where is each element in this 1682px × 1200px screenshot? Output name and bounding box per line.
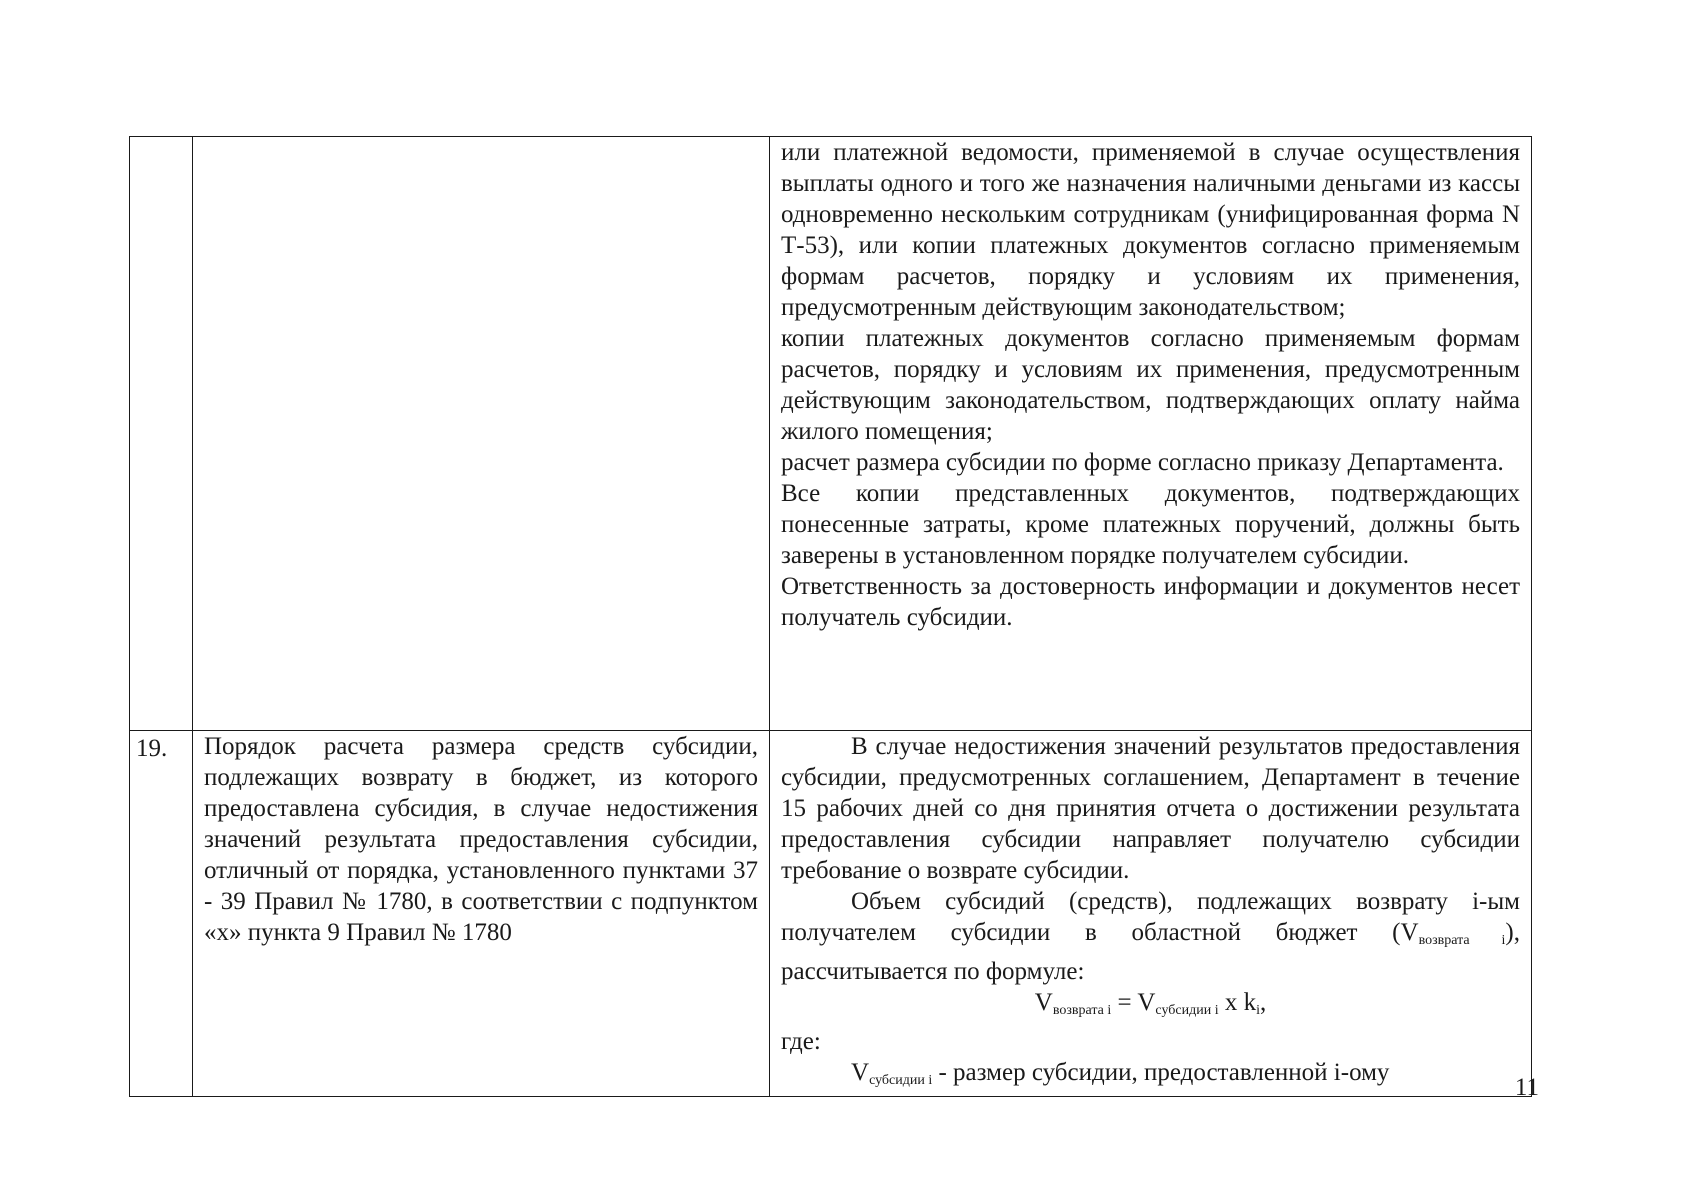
paragraph: копии платежных документов согласно применяемым формам расчетов, порядку и условиям их применения, предусмотренным действующим законодательством, подтверждающих оплату найма жилого помещения; (781, 325, 1520, 445)
row-label-cell (193, 137, 770, 731)
page-number: 11 (1514, 1074, 1539, 1101)
paragraph-text: Объем субсидий (средств), подлежащих возврату i-ым получателем субсидии в областной бюджет (V (781, 888, 1520, 946)
row-content-cell (770, 137, 1532, 731)
regulation-table (129, 136, 1532, 1097)
table-row (130, 137, 1532, 731)
row-number-cell (130, 137, 193, 731)
subscript: возврата i (1418, 933, 1506, 948)
paragraph-text: ), рассчитывается по формуле: (781, 919, 1520, 985)
paragraph: или платежной ведомости, применяемой в случае осуществления выплаты одного и того же назначения наличными деньгами из кассы одновременно нескольким сотрудникам (унифицированная форма N Т-53), или копии платежных документов согласно применяемым формам расчетов, порядку и условиям их применения, предусмотренным действующим законодательством; (781, 139, 1520, 321)
paragraph: В случае недостижения значений результатов предоставления субсидии, предусмотренных соглашением, Департамент в течение 15 рабочих дней со дня принятия отчета о достижении результата предоставления субсидии направляет получателю субсидии требование о возврате субсидии. (781, 733, 1520, 884)
row-number: 19. (136, 735, 168, 762)
row-number-cell (130, 731, 193, 1097)
formula: $V_{возврата i} = V_{субсидии i}$ x $k_i$, (1034, 989, 1267, 1018)
row-label-cell (193, 731, 770, 1097)
table-row (130, 731, 1532, 1097)
row-content-cell (770, 731, 1532, 1097)
row-label: Порядок расчета размера средств субсидии, подлежащих возврату в бюджет, из которого предоставлена субсидия, в случае недостижения значений результата предоставления субсидии, отличный от порядка, установленного пунктами 37 - 39 Правил № 1780, в соответствии с подпунктом «х» пункта 9 Правил № 1780 (204, 733, 758, 946)
where-label: где: (781, 1028, 821, 1055)
paragraph: Ответственность за достоверность информации и документов несет получатель субсидии. (781, 573, 1520, 631)
paragraph: Все копии представленных документов, подтверждающих понесенные затраты, кроме платежных поручений, должны быть заверены в установленном порядке получателем субсидии. (781, 480, 1520, 569)
paragraph (781, 886, 1520, 987)
paragraph: расчет размера субсидии по форме согласно приказу Департамента. (781, 449, 1504, 476)
definition: $V_{субсидии i}$ - размер субсидии, предоставленной i-ому (851, 1059, 1390, 1088)
